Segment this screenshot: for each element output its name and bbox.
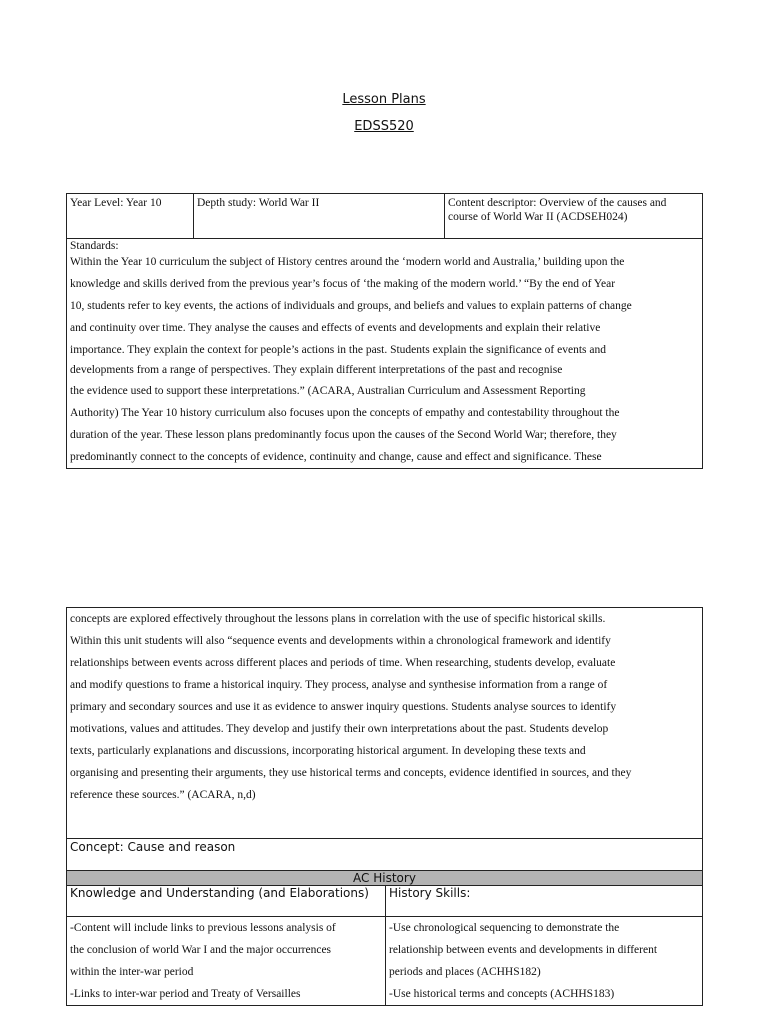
- table-row: [67, 194, 703, 239]
- text-line: motivations, values and attitudes. They develop and justify their own interpretations about the past. Students develop: [70, 723, 609, 735]
- ku-content-cell: [67, 917, 386, 1006]
- text-line: the evidence used to support these interpretations.” (ACARA, Australian Curriculum and Assessment Reporting: [70, 385, 586, 397]
- year-level-cell: [67, 194, 194, 239]
- text-line: Within this unit students will also “sequence events and developments within a chronological framework and identify: [70, 635, 611, 647]
- text-line: and modify questions to frame a historical inquiry. They process, analyse and synthesise information from a range of: [70, 679, 608, 691]
- ku-header-cell: [67, 886, 386, 917]
- year-level: Year Level: Year 10: [70, 197, 162, 209]
- text-line: concepts are explored effectively throughout the lessons plans in correlation with the use of specific historical skills.: [70, 613, 606, 625]
- text-line: -Use chronological sequencing to demonstrate the: [389, 922, 620, 934]
- skills-content-cell: [386, 917, 703, 1006]
- text-line: -Content will include links to previous lessons analysis of: [70, 922, 336, 934]
- text-line: predominantly connect to the concepts of evidence, continuity and change, cause and effect and significance. These: [70, 451, 602, 463]
- text-line: within the inter-war period: [70, 966, 194, 978]
- course-code: EDSS520: [354, 119, 414, 134]
- document-title: Lesson Plans: [342, 92, 426, 107]
- skills-content: [389, 917, 699, 1005]
- text-line: developments from a range of perspectives. They explain different interpretations of the past and recognise: [70, 364, 563, 376]
- text-line: the conclusion of world War I and the major occurrences: [70, 944, 332, 956]
- depth-study-cell: [194, 194, 445, 239]
- standards-label: Standards:: [70, 240, 119, 252]
- concept-cell: [67, 839, 703, 871]
- skills-header-cell: [386, 886, 703, 917]
- text-line: -Use historical terms and concepts (ACHHS183): [389, 988, 615, 1000]
- table-row: [67, 239, 703, 469]
- skills-header: History Skills:: [389, 886, 471, 900]
- ku-header: Knowledge and Understanding (and Elaborations): [70, 886, 369, 900]
- text-line: -Links to inter-war period and Treaty of Versailles: [70, 988, 301, 1000]
- text-line: importance. They explain the context for people’s actions in the past. Students explain the significance of events and: [70, 344, 606, 356]
- text-line: organising and presenting their arguments, they use historical terms and concepts, evidence identified in sources, and they: [70, 767, 632, 779]
- text-line: texts, particularly explanations and discussions, incorporating historical argument. In developing these texts and: [70, 745, 586, 757]
- continued-standards-text: [70, 608, 699, 806]
- table-row: [67, 839, 703, 871]
- table-row: [67, 886, 703, 917]
- lesson-overview-table: [66, 193, 703, 469]
- content-descriptor: Content descriptor: Overview of the causes and course of World War II (ACDSEH024): [448, 197, 667, 223]
- text-line: and continuity over time. They analyse the causes and effects of events and developments and explain their relative: [70, 322, 601, 334]
- ac-history-header: [67, 871, 703, 886]
- standards-text: [70, 251, 699, 468]
- curriculum-table: [66, 607, 703, 1006]
- text-line: primary and secondary sources and use it as evidence to answer inquiry questions. Students analyse sources to identify: [70, 701, 617, 713]
- text-line: periods and places (ACHHS182): [389, 966, 541, 978]
- text-line: Within the Year 10 curriculum the subject of History centres around the ‘modern world and Australia,’ building upon the: [70, 256, 625, 268]
- text-line: relationship between events and developments in different: [389, 944, 658, 956]
- depth-study: Depth study: World War II: [197, 197, 320, 209]
- content-descriptor-cell: [445, 194, 703, 239]
- table-row: [67, 871, 703, 886]
- text-line: duration of the year. These lesson plans predominantly focus upon the causes of the Second World War; therefore, they: [70, 429, 617, 441]
- concept: Concept: Cause and reason: [70, 840, 236, 854]
- continued-standards-cell: [67, 608, 703, 839]
- text-line: Authority) The Year 10 history curriculum also focuses upon the concepts of empathy and contestability throughout the: [70, 407, 620, 419]
- text-line: relationships between events across different places and periods of time. When researching, students develop, evaluate: [70, 657, 616, 669]
- table-row: [67, 608, 703, 839]
- text-line: reference these sources.” (ACARA, n,d): [70, 789, 256, 801]
- ac-history-label: AC History: [353, 871, 416, 885]
- text-line: 10, students refer to key events, the actions of individuals and groups, and beliefs and values to explain patterns of change: [70, 300, 632, 312]
- table-row: [67, 917, 703, 1006]
- standards-cell: [67, 239, 703, 469]
- text-line: knowledge and skills derived from the previous year’s focus of ‘the making of the modern world.’ “By the end of Year: [70, 278, 616, 290]
- ku-content: [70, 917, 382, 1005]
